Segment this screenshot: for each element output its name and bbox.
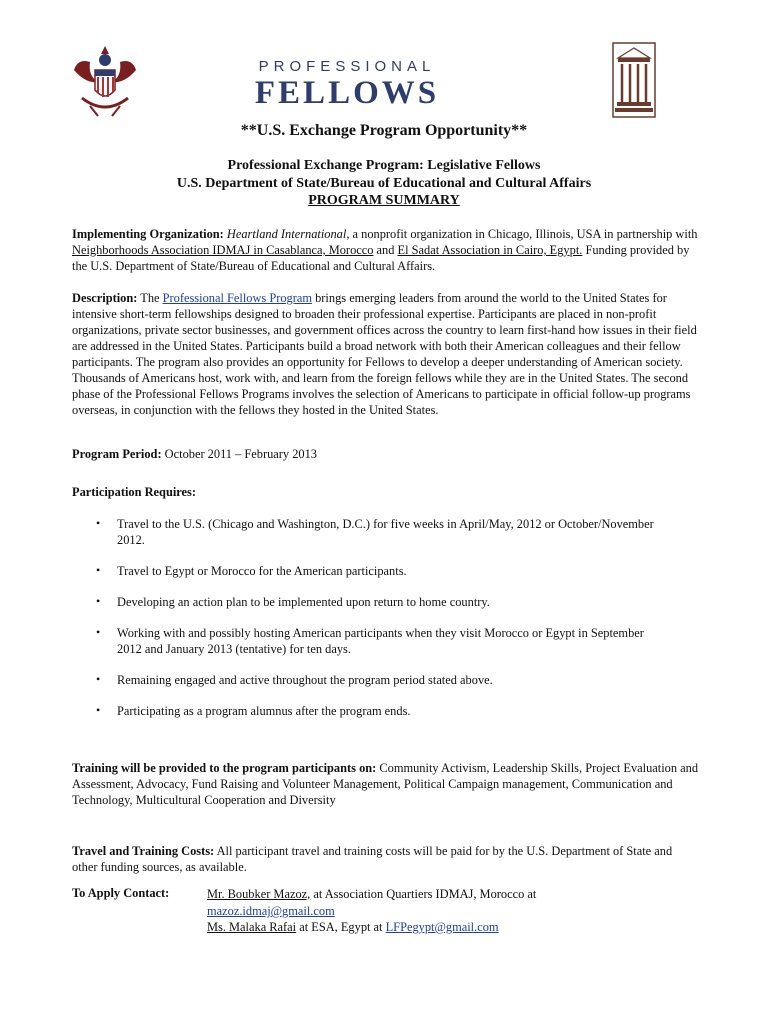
professional-fellows-logo (230, 58, 464, 110)
program-summary-title: PROGRAM SUMMARY (308, 193, 460, 208)
bullet-2: • (96, 563, 101, 577)
bullet-6: • (96, 703, 101, 717)
apply-contact-1 (207, 886, 536, 902)
implementing-paragraph (72, 226, 700, 274)
requirement-item-1: Travel to the U.S. (Chicago and Washington, D.C.) for five weeks in April/May, 2012 or October/November 2012. (117, 517, 654, 547)
apply-contact-1-email-line (207, 903, 335, 919)
bullet-3: • (96, 594, 101, 608)
description-label: Description: (72, 291, 138, 305)
implementing-label: Implementing Organization: (72, 227, 224, 241)
bullet-4: • (96, 625, 101, 639)
bullet-1: • (96, 516, 101, 530)
program-line: Professional Exchange Program: Legislative Fellows (227, 158, 541, 173)
training-text: Community Activism, Leadership Skills, Project Evaluation and Assessment, Advocacy, Fund Raising and Volunteer Management, Political Campaign management, Communication and Technology, Multicultural Cooperation and Diversity (72, 761, 699, 807)
requirement-item-3: Developing an action plan to be implemented upon return to home country. (117, 595, 490, 609)
implementing-text: , a nonprofit organization in Chicago, Illinois, USA in partnership with (346, 227, 698, 241)
costs-paragraph (72, 843, 700, 875)
contact-2-name: Ms. Malaka Rafai (207, 920, 297, 934)
description-pre: The (137, 291, 163, 305)
building-emblem-icon (612, 42, 656, 118)
department-line: U.S. Department of State/Bureau of Educational and Cultural Affairs (176, 176, 592, 191)
contact-1-email-link[interactable]: mazoz.idmaj@gmail.com (207, 904, 335, 918)
logo-top-text: PROFESSIONAL (258, 58, 436, 75)
requirement-item-6: Participating as a program alumnus after the program ends. (117, 704, 411, 718)
opportunity-heading: **U.S. Exchange Program Opportunity** (240, 122, 528, 139)
training-paragraph (72, 760, 700, 808)
description-text: brings emerging leaders from around the world to the United States for intensive short-term fellowships designed to broaden their professional expertise. Participants are placed in non-profit organizations, private sector businesses, and government offices across the country to learn first-hand how issues in their field are addressed in the United States. Participants build a broad network with both their American colleagues and their fellow participants. The program also provides an opportunity for Fellows to develop a deeper understanding of American society. Thousands of Americans host, work with, and learn from the foreign fellows while they are in the United States. The second phase of the Professional Fellows Programs involves the selection of Americans to participate in official follow-up programs overseas, in conjunction with the fellows they hosted in the United States. (72, 291, 697, 417)
contact-2-email-link[interactable]: LFPegypt@gmail.com (385, 920, 499, 934)
funding-text: Funding provided by the U.S. Department of State/Bureau of Educational and Cultural Affairs. (72, 243, 690, 273)
logo-bottom-text: FELLOWS (254, 75, 440, 111)
period-value: October 2011 – February 2013 (161, 447, 317, 461)
apply-contact-2 (207, 919, 499, 935)
costs-label: Travel and Training Costs: (72, 844, 215, 858)
description-paragraph (72, 290, 700, 418)
requirement-item-4: Working with and possibly hosting American participants when they visit Morocco or Egypt in September 2012 and January 2013 (tentative) for ten days. (117, 626, 644, 656)
requirement-item-5: Remaining engaged and active throughout the program period stated above. (117, 673, 493, 687)
contact-1-name: Mr. Boubker Mazoz, (207, 887, 311, 901)
implementing-and: and (373, 243, 398, 257)
apply-label: To Apply Contact: (72, 886, 170, 900)
requirements-label: Participation Requires: (72, 485, 197, 499)
costs-text: All participant travel and training costs will be paid for by the U.S. Department of State and other funding sources, as available. (72, 844, 673, 874)
period-label: Program Period: (72, 447, 162, 461)
contact-1-text: at Association Quartiers IDMAJ, Morocco at (310, 887, 537, 901)
contact-2-text: at ESA, Egypt at (296, 920, 386, 934)
bullet-5: • (96, 672, 101, 686)
us-seal-icon (68, 40, 142, 122)
professional-fellows-program-link[interactable]: Professional Fellows Program (162, 291, 313, 305)
training-label: Training will be provided to the program participants on: (72, 761, 377, 775)
implementing-org: Heartland International (226, 227, 347, 241)
requirement-item-2: Travel to Egypt or Morocco for the American participants. (117, 564, 407, 578)
partner-el-sadat: El Sadat Association in Cairo, Egypt. (397, 243, 583, 257)
partner-idmaj: Neighborhoods Association IDMAJ in Casablanca, Morocco (72, 243, 374, 257)
program-period (72, 446, 700, 462)
